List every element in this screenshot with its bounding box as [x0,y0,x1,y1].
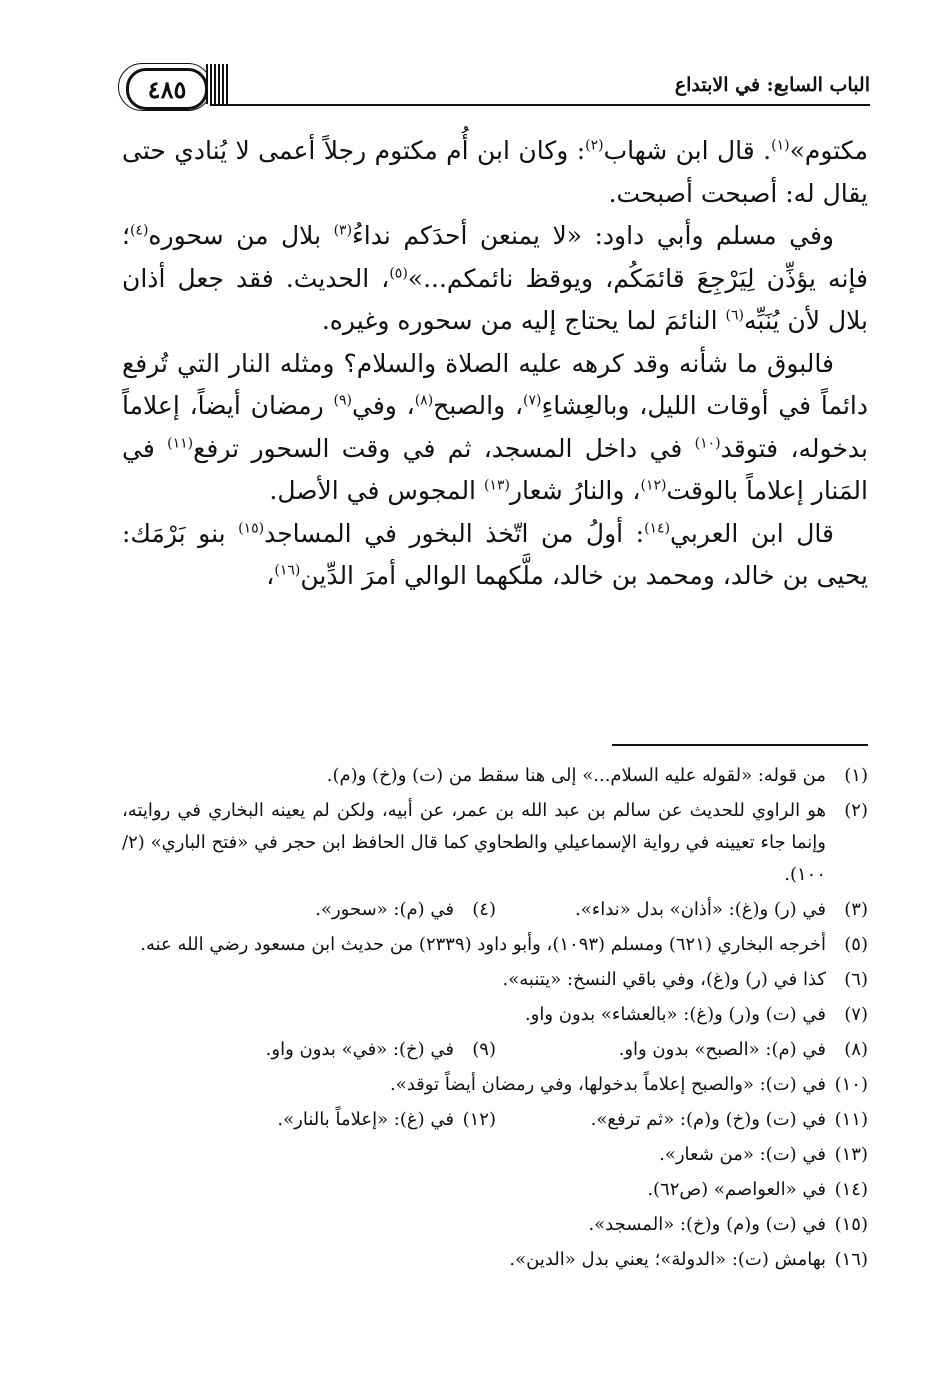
footnote-ref-10: (١٠) [694,435,721,452]
text-run: المجوس في الأصل. [269,476,484,505]
footnote-text: بهامش (ت): «الدولة»؛ يعني بدل «الدين». [509,1249,826,1270]
text-run: . قال ابن شهاب [603,136,772,165]
footnote-3 [496,894,868,926]
text-run: وفي مسلم وأبي داود: «لا يمنعن أحدَكم نداءُ [352,221,835,250]
text-run: ، وفي [351,391,415,420]
text-run: : وكان ابن أُم مكتوم رجلاً أعمى لا يُنادي حتى يقال له: أصبحت أصبحت. [122,136,868,208]
footnote-ref-3: (٣) [333,222,353,239]
text-run: : أولُ من اتّخذ البخور في المساجد [264,518,645,548]
footnote-text: في (غ): «إعلاماً بالنار». [277,1109,454,1130]
text-run: ، الحديث. فقد جعل أذان بلال لأن يُنَبِّه [122,263,868,335]
footnote-text: في (م): «الصبح» بدون واو. [618,1039,826,1060]
text-run: مكتوم» [789,136,869,165]
footnotes [122,760,868,1279]
text-run: ؛ فإنه يؤذِّن لِيَرْجِعَ قائمَكُم، ويوقظ نائمكم...» [122,221,868,293]
footnote-text: كذا في (ر) و(غ)، وفي باقي النسخ: «يتنبه». [502,969,826,990]
paragraph-2 [122,215,868,343]
footnote-ref-2: (٢) [585,137,604,154]
text-run: النائمَ لما يحتاج إليه من سحوره وغيره. [321,306,726,335]
footnote-text: هو الراوي للحديث عن سالم بن عبد الله بن عمر، عن أبيه، ولكن لم يعينه البخاري في روايته، وإنما جاء تعيينه في رواية الإسماعيلي والطحاوي كما قال الحافظ ابن حجر في «فتح الباري» (٢/ ١٠٠). [122,800,827,885]
paragraph-3 [122,343,868,513]
footnote-number: (٩) [472,1039,496,1060]
footnote-number: (١) [844,765,868,786]
text-run: فالبوق ما شأنه وقد كرهه عليه الصلاة والسلام؟ ومثله النار التي تُرفع دائماً في أوقات الليل، وبالعِشاءِ [122,348,868,420]
footnote-number: (١٦) [834,1249,868,1270]
footnote-text: في (ت) و(ر) و(غ): «بالعشاء» بدون واو. [524,1004,826,1025]
text-run: رمضان أيضاً، إعلاماً بدخوله، فتوقد [122,391,868,463]
text-run: في داخل المسجد، ثم في وقت السحور ترفع [193,433,695,463]
footnote-3-4 [122,894,868,926]
footnote-number: (٤) [472,899,496,920]
footnote-text: في (ر) و(غ): «أذان» بدل «نداء». [575,899,826,920]
footnote-ref-14: (١٤) [644,520,671,537]
header-rule [210,104,870,106]
text-run: ، والنارُ شعار [509,476,641,505]
footnote-number: (١٥) [834,1214,868,1235]
footnote-ref-8: (٨) [414,392,434,409]
footnote-16 [122,1244,868,1276]
footnote-1 [122,760,868,792]
footnote-ref-12: (١٢) [640,477,667,494]
footnote-ref-7: (٧) [523,392,542,409]
footnote-8 [496,1034,868,1066]
footnote-7 [122,999,868,1031]
footnote-13 [122,1139,868,1171]
footnote-text: في (ت): «والصبح إعلاماً بدخولها، وفي رمضان أيضاً توقد». [390,1074,826,1095]
footnote-14 [122,1174,868,1206]
footnote-8-9 [122,1034,868,1066]
footnote-number: (٦) [844,969,868,990]
text-run: بلال من سحوره [148,221,334,250]
chapter-title: الباب السابع: في الابتداع [674,74,870,96]
footnote-2 [122,795,868,891]
footnote-ref-1: (١) [771,137,790,154]
footnote-number: (١٣) [834,1144,868,1165]
footnote-number: (١٢) [462,1109,496,1130]
header-ornament [206,64,230,104]
footnote-text: في «العواصم» (ص٦٢). [647,1179,826,1200]
footnote-number: (٣) [844,899,868,920]
footnote-text: في (ت) و(م) و(خ): «المسجد». [588,1214,826,1235]
footnote-number: (١١) [834,1109,868,1130]
footnote-ref-4: (٤) [129,222,149,239]
footnote-9 [266,1034,496,1066]
paragraph-1 [122,130,868,215]
footnote-number: (٥) [844,934,868,955]
footnote-12 [277,1104,496,1136]
footnote-text: من قوله: «لقوله عليه السلام...» إلى هنا سقط من (ت) و(خ) و(م). [326,765,826,786]
footnote-number: (١٠) [834,1074,868,1095]
footnote-11-12 [122,1104,868,1136]
main-text [122,130,868,598]
footnote-11 [496,1104,868,1136]
footnote-4 [315,894,496,926]
footnote-separator [612,744,868,746]
footnote-number: (٢) [844,800,868,821]
footnote-10 [122,1069,868,1101]
footnote-ref-11: (١١) [167,435,194,452]
footnote-6 [122,964,868,996]
footnote-ref-9: (٩) [333,392,352,409]
footnote-text: في (ت): «من شعار». [659,1144,826,1165]
footnote-text: أخرجه البخاري (٦٢١) ومسلم (١٠٩٣)، وأبو داود (٢٣٣٩) من حديث ابن مسعود رضي الله عنه. [140,934,826,955]
text-run: في المَنار إعلاماً بالوقت [122,433,868,505]
footnote-ref-15: (١٥) [238,520,265,537]
page-number: ٤٨٥ [126,68,208,110]
footnote-number: (٨) [844,1039,868,1060]
text-run: ، والصبح [433,391,524,420]
footnote-5 [122,929,868,961]
page-header [118,60,870,112]
footnote-15 [122,1209,868,1241]
text-run: قال ابن العربي [670,518,834,548]
footnote-text: في (ت) و(خ) و(م): «ثم ترفع». [590,1109,826,1130]
footnote-number: (٧) [844,1004,868,1025]
footnote-text: في (م): «سحور». [315,899,454,920]
footnote-ref-13: (١٣) [483,477,510,494]
footnote-ref-5: (٥) [389,265,408,282]
footnote-text: في (خ): «في» بدون واو. [265,1039,454,1060]
footnote-ref-6: (٦) [725,307,744,324]
footnote-number: (١٤) [834,1179,868,1200]
text-run: بنو بَرْمَك: يحيى بن خالد، ومحمد بن خالد، ملَّكهما الوالي أمرَ الدِّين [122,518,868,590]
paragraph-4 [122,513,868,598]
text-run: ، [266,561,275,590]
footnote-ref-16: (١٦) [274,562,301,579]
